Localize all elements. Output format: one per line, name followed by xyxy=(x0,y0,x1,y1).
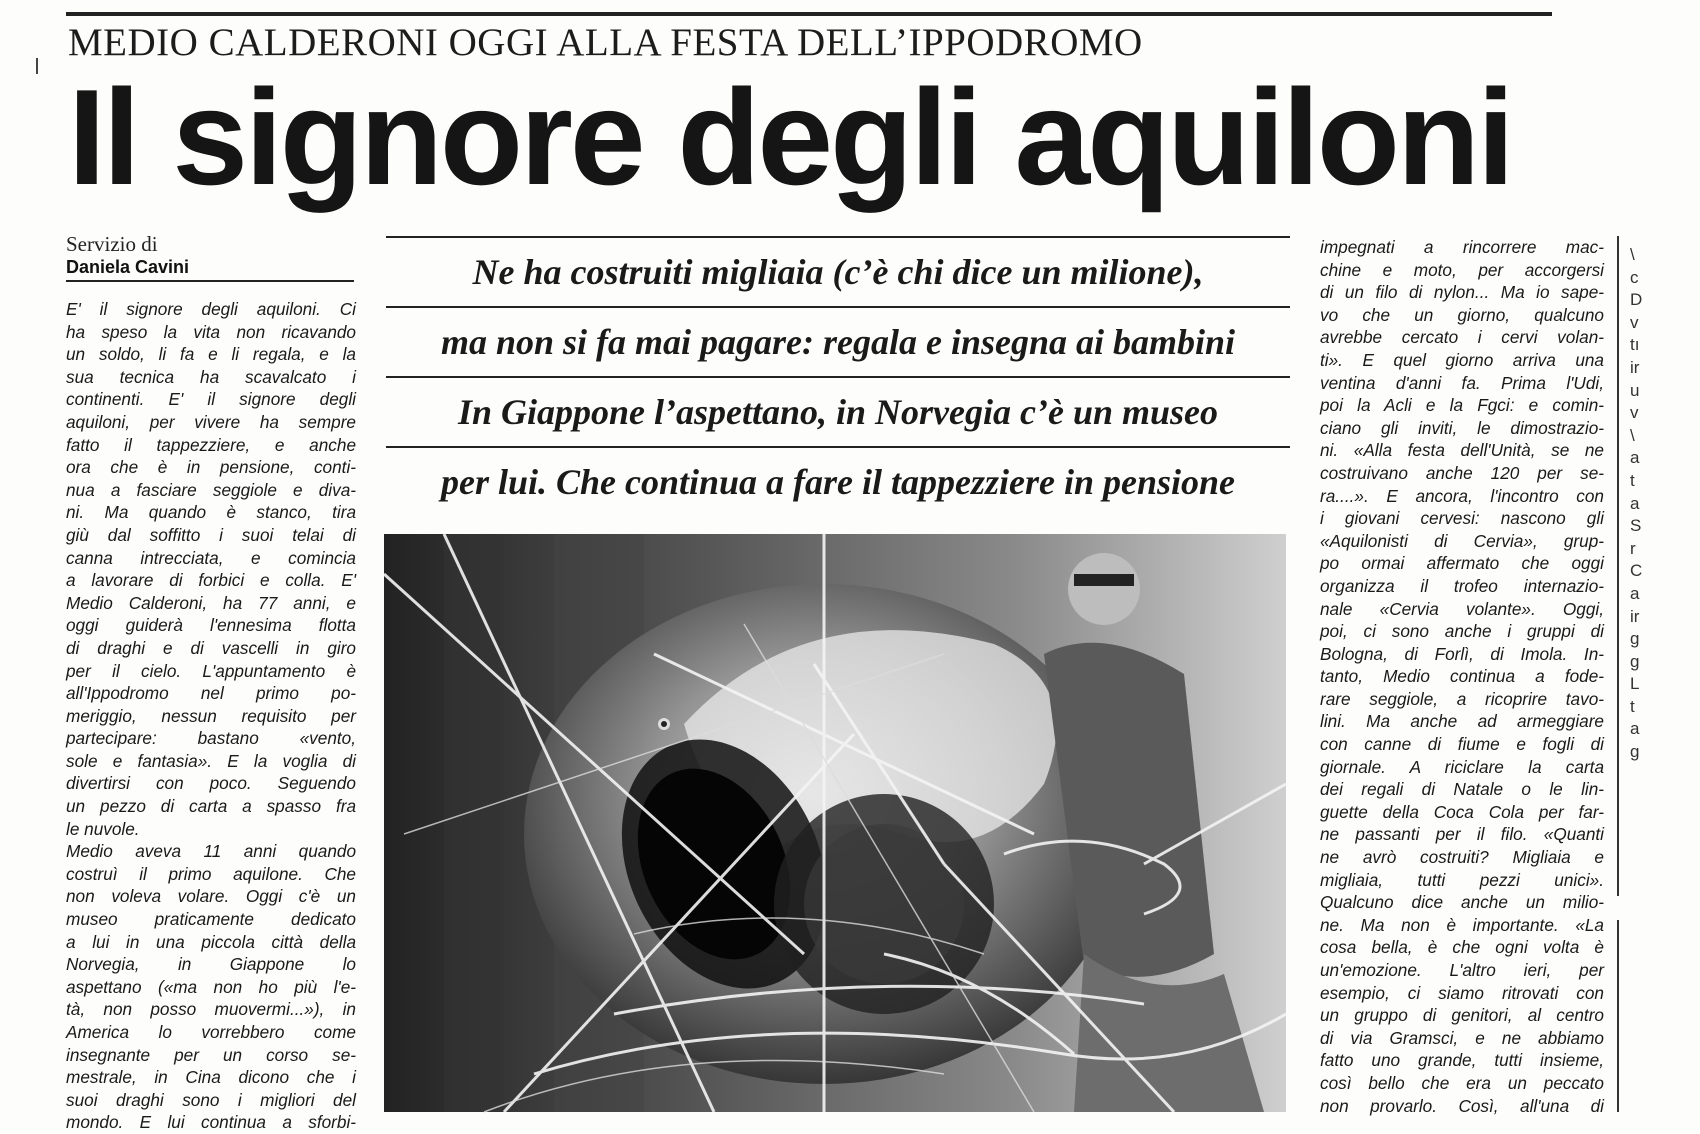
text-line: poi la Acli e la Fgci: e comin- xyxy=(1320,395,1604,416)
side-fragment: a xyxy=(1630,448,1640,468)
side-fragment: g xyxy=(1630,651,1640,671)
side-fragment: tı xyxy=(1630,335,1640,355)
text-line: America lo vorrebbero come xyxy=(66,1022,356,1042)
text-line: aquiloni, per vivere ha sempre xyxy=(66,411,356,432)
text-line: le nuvole. xyxy=(66,818,140,839)
margin-mark xyxy=(36,58,38,74)
text-line: i giovani cervesi: nascono gli xyxy=(1320,508,1604,529)
side-fragment: D xyxy=(1630,290,1643,310)
side-fragment: \ xyxy=(1630,425,1635,445)
text-line: tanto, Medio continua a fode- xyxy=(1320,666,1604,687)
side-fragment: v xyxy=(1630,312,1639,332)
adjacent-article-fragments xyxy=(1630,244,1650,764)
deck xyxy=(386,236,1290,516)
text-line: ne. Ma non è importante. «La xyxy=(1320,914,1604,935)
side-fragment: \ xyxy=(1630,245,1635,264)
text-line: canna intrecciata, e comincia xyxy=(66,547,356,568)
text-line: un pezzo di carta a spasso fra xyxy=(66,796,356,817)
article-photo xyxy=(384,534,1286,1112)
text-line: costruivano anche 120 per se- xyxy=(1320,462,1604,483)
side-fragment: a xyxy=(1630,583,1640,603)
side-fragment: t xyxy=(1630,470,1635,490)
text-line: rare seggiole, a ricoprire tavo- xyxy=(1320,688,1604,709)
side-fragment: v xyxy=(1630,403,1639,423)
text-line: Medio aveva 11 anni quando xyxy=(66,841,356,862)
text-line: giornale. A riciclare la carta xyxy=(1320,756,1604,777)
kicker: MEDIO CALDERONI OGGI ALLA FESTA DELL’IPPODROMO xyxy=(68,21,1143,64)
text-line: impegnati a rincorrere mac- xyxy=(1320,237,1604,257)
text-line: aspettano («ma non ho più l'e- xyxy=(66,976,356,997)
side-fragment: r xyxy=(1630,538,1636,558)
top-rule xyxy=(66,12,1552,16)
text-line: continenti. E' il signore degli xyxy=(66,389,356,410)
side-fragment: ir xyxy=(1630,357,1640,377)
text-line: esempio, ci siamo ritrovati con xyxy=(1320,982,1604,1003)
deck-line: Ne ha costruiti migliaia (c’è chi dice un milione), xyxy=(386,238,1290,308)
side-fragment: S xyxy=(1630,516,1642,536)
text-line: sole e fantasia». E la voglia di xyxy=(66,750,356,771)
text-line: non provarlo. Così, all'una di xyxy=(1320,1095,1604,1116)
byline-author: Daniela Cavini xyxy=(66,257,190,277)
side-fragment: u xyxy=(1630,380,1640,400)
text-line: avrebbe cercato i cervi volan- xyxy=(1320,327,1604,348)
text-line: partecipare: bastano «vento, xyxy=(66,728,356,749)
text-line: mondo. E lui continua a sforbi- xyxy=(66,1112,356,1133)
text-line: po ormai affermato che oggi xyxy=(1320,553,1604,574)
deck-line: ma non si fa mai pagare: regala e insegna ai bambini xyxy=(386,308,1290,378)
side-fragment: a xyxy=(1630,493,1640,513)
text-line: meriggio, nessun requisito per xyxy=(66,705,356,726)
text-line: a lavorare di forbici e colla. E' xyxy=(66,570,356,591)
text-line: di via Gramsci, e ne abbiamo xyxy=(1320,1027,1604,1048)
text-line: ora che è in pensione, conti- xyxy=(66,457,356,478)
text-line: a lui in una piccola città della xyxy=(66,931,356,952)
text-line: divertirsi con poco. Seguendo xyxy=(66,773,356,794)
text-line: insegnante per un corso se- xyxy=(66,1044,356,1065)
column-divider-lower xyxy=(1617,920,1619,1112)
side-fragment: L xyxy=(1630,674,1640,694)
text-line: per il cielo. L'appuntamento è xyxy=(66,660,356,681)
text-line: all'Ippodromo nel primo po- xyxy=(66,683,356,704)
left-column xyxy=(66,298,356,1133)
text-line: Norvegia, in Giappone lo xyxy=(66,954,356,975)
byline xyxy=(66,232,354,282)
side-fragment: g xyxy=(1630,629,1640,649)
text-line: un'emozione. L'altro ieri, per xyxy=(1320,960,1604,980)
text-line: Bologna, di Forlì, di Imola. In- xyxy=(1320,643,1604,664)
text-line: nua a fasciare seggiole e diva- xyxy=(66,479,356,500)
text-line: ni. «Alla festa dell'Unità, se ne xyxy=(1320,440,1604,461)
side-fragment: c xyxy=(1630,267,1639,287)
text-line: cosa bella, è che ogni volta è xyxy=(1320,937,1604,958)
byline-prefix: Servizio di xyxy=(66,232,158,256)
text-line: non voleva volare. Oggi c'è un xyxy=(66,886,356,907)
side-fragment: C xyxy=(1630,561,1643,581)
side-fragment: a xyxy=(1630,719,1640,739)
text-line: costruì il primo aquilone. Che xyxy=(66,863,356,884)
side-fragment: g xyxy=(1630,742,1640,762)
text-line: chine e moto, per accorgersi xyxy=(1320,259,1604,280)
text-line: Qualcuno dice anche un milio- xyxy=(1320,892,1604,913)
headline: Il signore degli aquiloni xyxy=(68,61,1512,213)
text-line: suoi draghi sono i migliori del xyxy=(66,1089,356,1110)
text-line: «Aquilonisti di Cervia», grup- xyxy=(1320,530,1604,551)
text-line: ha speso la vita non ricavando xyxy=(66,321,356,342)
right-column xyxy=(1320,236,1604,1116)
text-line: un gruppo di genitori, al centro xyxy=(1320,1005,1604,1026)
text-line: lini. Ma anche ad armeggiare xyxy=(1320,711,1604,732)
text-line: nale «Cervia volante». Oggi, xyxy=(1320,598,1604,619)
text-line: ti». E quel giorno arriva una xyxy=(1320,349,1604,370)
text-line: dei regali di Natale o le lin- xyxy=(1320,779,1604,800)
text-line: poi, ci sono anche i gruppi di xyxy=(1320,621,1604,642)
text-line: di draghi e di vascelli in giro xyxy=(66,637,356,658)
deck-line: In Giappone l’aspettano, in Norvegia c’è un museo xyxy=(386,378,1290,448)
text-line: ciano gli inviti, le dimostrazio- xyxy=(1320,417,1604,438)
text-line: di un filo di nylon... Ma io sape- xyxy=(1320,282,1604,303)
side-fragment: ir xyxy=(1630,606,1640,626)
text-line: Medio Calderoni, ha 77 anni, e xyxy=(66,592,356,613)
text-line: con canne di fiume e fogli di xyxy=(1320,734,1604,755)
deck-line: per lui. Che continua a fare il tappezziere in pensione xyxy=(440,462,1236,502)
text-line: tà, non posso muovermi...»), in xyxy=(66,999,356,1020)
text-line: un soldo, li fa e li regala, e la xyxy=(66,344,356,365)
text-line: oggi guiderà l'ennesima flotta xyxy=(66,615,356,636)
text-line: ne avrò costruiti? Migliaia e xyxy=(1320,847,1604,868)
text-line: ventina d'anni fa. Prima l'Udi, xyxy=(1320,372,1604,393)
text-line: sua tecnica ha scavalcato i xyxy=(66,366,356,387)
text-line: ra....». E ancora, l'incontro con xyxy=(1320,485,1604,506)
text-line: fatto uno grande, tutti insieme, xyxy=(1320,1050,1604,1071)
column-divider xyxy=(1617,236,1619,896)
text-line: guette della Coca Cola per far- xyxy=(1320,801,1604,822)
text-line: vo che un giorno, qualcuno xyxy=(1320,304,1604,325)
side-fragment: t xyxy=(1630,696,1635,716)
text-line: fatto il tappezziere, e anche xyxy=(66,434,356,455)
text-line: ni. Ma quando è stanco, tira xyxy=(66,502,356,523)
text-line: giù dal soffitto i suoi telai di xyxy=(66,524,356,545)
text-line: museo praticamente dedicato xyxy=(66,909,356,930)
text-line: ne passanti per il filo. «Quanti xyxy=(1320,824,1604,845)
text-line: così bello che era un peccato xyxy=(1320,1072,1604,1093)
text-line: organizza il trofeo internazio- xyxy=(1320,575,1604,596)
kite-photo-image xyxy=(384,534,1286,1112)
text-line: mestrale, in Cina dicono che i xyxy=(66,1067,356,1088)
text-line: E' il signore degli aquiloni. Ci xyxy=(66,299,356,319)
text-line: migliaia, tutti pezzi unici». xyxy=(1320,869,1604,890)
